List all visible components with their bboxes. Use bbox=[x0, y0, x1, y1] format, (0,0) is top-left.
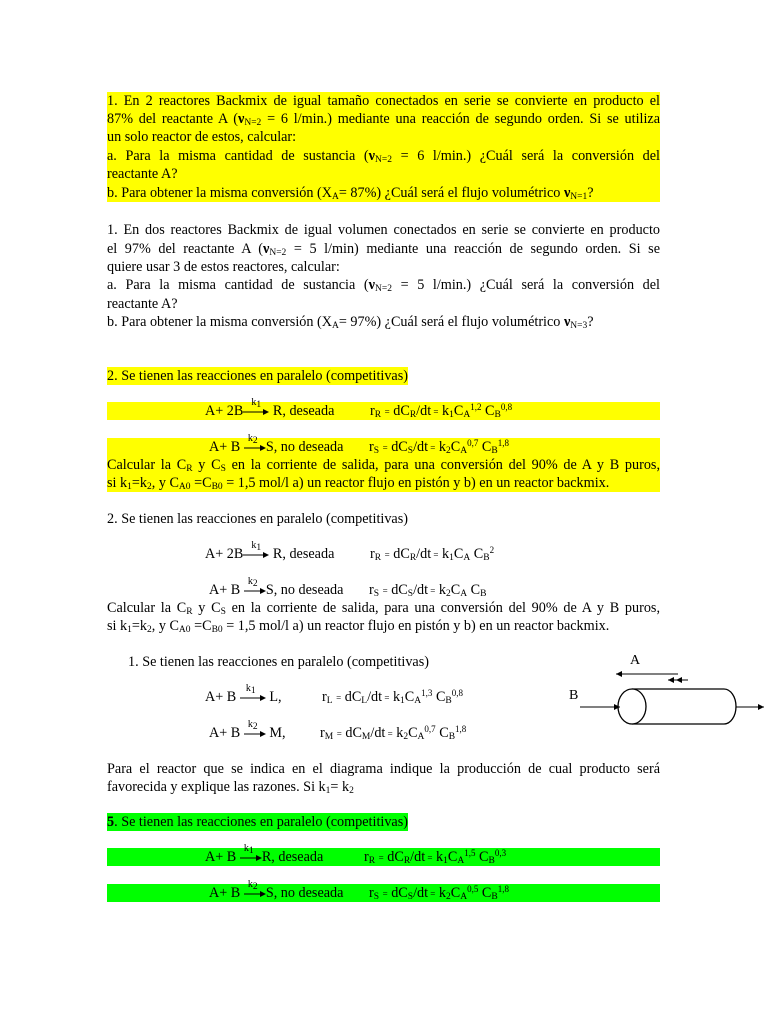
reaction-1: A+ 2B $k_1$ R, deseada bbox=[205, 540, 335, 562]
text-line: Calcular la $C_R$ y $C_S$ en la corriente de salida, para una conversión del 90% de A y B puros, bbox=[107, 457, 661, 474]
reaction-arrow-icon: $k_2$ bbox=[244, 885, 266, 899]
reaction-arrow-icon: $k_2$ bbox=[244, 439, 266, 453]
reaction-arrow-icon: $k_2$ bbox=[244, 725, 266, 739]
text-line: si $k_1=k_2$, y $C_{A0} =C_{B0} = 1,5$ mol/l a) un reactor flujo en pistón y b) en un reactor backmix. bbox=[107, 618, 610, 635]
rate-equation-2: $r_M = dC_M/dt = k_2C_A^{0,7}$ $C_B^{1,8}$ bbox=[320, 724, 467, 742]
reaction-1: A+ B $k_1$ L, bbox=[205, 683, 282, 705]
rate-equation-1: $r_L = dC_L/dt = k_1C_A^{1,3}$ $C_B^{0,8}$ bbox=[322, 688, 463, 706]
text-line: Calcular la $C_R$ y $C_S$ en la corriente de salida, para una conversión del 90% de A y B puros, bbox=[107, 600, 661, 617]
text-line: el 97% del reactante A ($\nu_{N=2} = 5$ l/min) mediante una reacción de segundo orden. Si se bbox=[107, 241, 660, 258]
rate-equation-1: $r_R = dC_R/dt = k_1C_A$ $C_B^2$ bbox=[370, 545, 495, 563]
reaction-arrow-icon: $k_1$ bbox=[243, 403, 269, 417]
rate-equation-2: $r_S = dC_S/dt = k_2C_A^{0,5}$ $C_B^{1,8}$ bbox=[369, 884, 509, 902]
text-line: si $k_1=k_2$, y $C_{A0} =C_{B0} = 1,5$ mol/l a) un reactor flujo en pistón y b) en un reactor backmix. bbox=[107, 475, 610, 492]
reactor-diagram bbox=[568, 648, 768, 738]
section-title: 2. Se tienen las reacciones en paralelo (competitivas) bbox=[107, 511, 408, 527]
reaction-arrow-icon: $k_1$ bbox=[240, 689, 266, 703]
text-line: 1. En dos reactores Backmix de igual volumen conectados en serie se convierte en producto bbox=[107, 222, 660, 238]
text-line: 87% del reactante A ($\nu_{N=2} = 6$ l/min.) mediante una reacción de segundo orden. Si se utiliza bbox=[107, 111, 660, 128]
rate-equation-2: $r_S = dC_S/dt = k_2C_A$ $C_B$ bbox=[369, 582, 487, 599]
rate-equation-2: $r_S = dC_S/dt = k_2C_A^{0,7}$ $C_B^{1,8}$ bbox=[369, 438, 509, 456]
tubular-reactor-icon bbox=[568, 648, 768, 738]
reaction-2: A+ B $k_2$ S, no deseada bbox=[209, 879, 344, 901]
text-line: reactante A? bbox=[107, 166, 178, 182]
text-line: b. Para obtener la misma conversión $(X_A= 87\%)$ ¿Cuál será el flujo volumétrico $\nu_{N=1}$? bbox=[107, 185, 594, 202]
reaction-1: A+ B $k_1$ R, deseada bbox=[205, 843, 324, 865]
text-line: quiere usar 3 de estos reactores, calcular: bbox=[107, 259, 340, 275]
feed-a-label: A bbox=[630, 653, 641, 668]
text-line: a. Para la misma cantidad de sustancia ($\nu_{N=2} = 5$ l/min.) ¿Cuál será la conversión del bbox=[107, 277, 660, 294]
text-line: 1. En 2 reactores Backmix de igual tamaño conectados en serie se convierte en producto el bbox=[107, 93, 660, 109]
text-line: reactante A? bbox=[107, 296, 178, 312]
section-title: 1. Se tienen las reacciones en paralelo (competitivas) bbox=[128, 654, 429, 670]
reaction-2: A+ B $k_2$ M, bbox=[209, 719, 286, 741]
text-line: Para el reactor que se indica en el diagrama indique la producción de cual producto será bbox=[107, 761, 660, 777]
reaction-arrow-icon: $k_2$ bbox=[244, 582, 266, 596]
text-line: a. Para la misma cantidad de sustancia ($\nu_{N=2} = 6$ l/min.) ¿Cuál será la conversión del bbox=[107, 148, 660, 165]
text-line: un solo reactor de estos, calcular: bbox=[107, 129, 297, 145]
section-title: 2. Se tienen las reacciones en paralelo (competitivas) bbox=[107, 368, 408, 384]
text-line: favorecida y explique las razones. Si $k_1= k_2$ bbox=[107, 779, 354, 796]
section-title: 5. Se tienen las reacciones en paralelo (competitivas) bbox=[107, 814, 408, 830]
rate-equation-1: $r_R = dC_R/dt = k_1C_A^{1,5}$ $C_B^{0,3}$ bbox=[364, 848, 507, 866]
reaction-1: A+ 2B $k_1$ R, deseada bbox=[205, 397, 335, 419]
rate-equation-1: $r_R = dC_R/dt = k_1C_A^{1,2}$ $C_B^{0,8}$ bbox=[370, 402, 513, 420]
reaction-2: A+ B $k_2$ S, no deseada bbox=[209, 433, 344, 455]
reaction-2: A+ B $k_2$ S, no deseada bbox=[209, 576, 344, 598]
reaction-arrow-icon: $k_1$ bbox=[243, 546, 269, 560]
text-line: b. Para obtener la misma conversión $(X_A= 97\%)$ ¿Cuál será el flujo volumétrico $\nu_{N=3}$? bbox=[107, 314, 594, 331]
feed-b-label: B bbox=[569, 688, 579, 703]
reaction-arrow-icon: $k_1$ bbox=[240, 849, 262, 863]
